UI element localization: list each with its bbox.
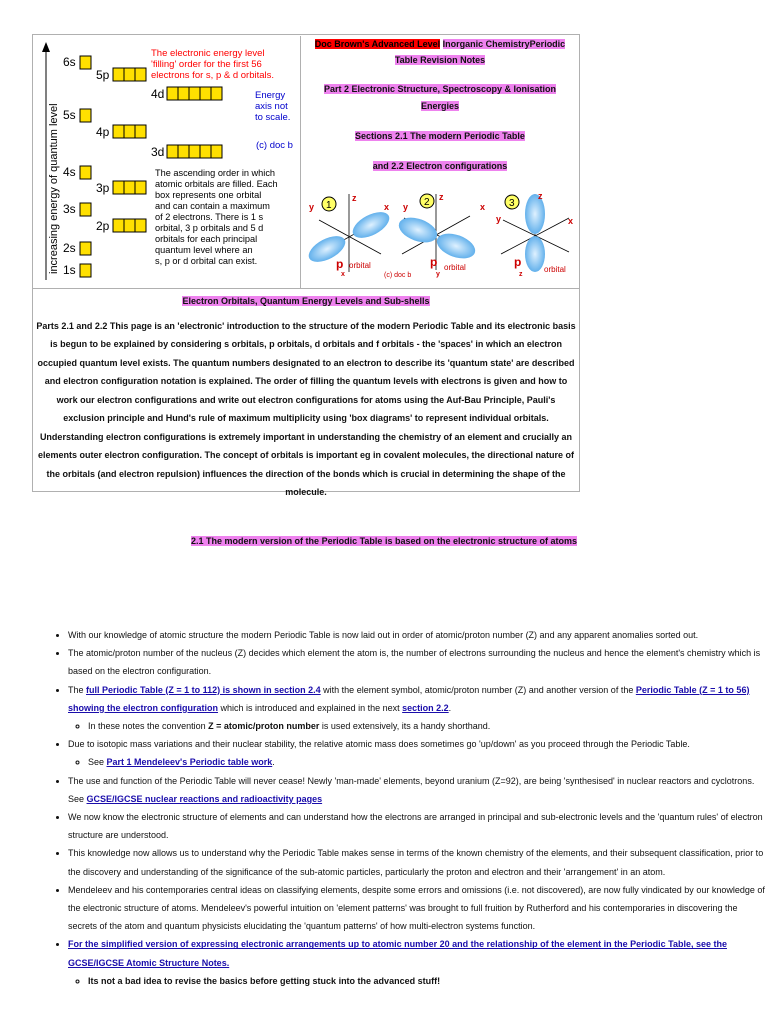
energy-axis-label: increasing energy of quantum level: [48, 103, 60, 274]
part-title: Part 2 Electronic Structure, Spectroscopy & Ionisation: [323, 84, 557, 94]
orbital-1-word: orbital: [349, 261, 371, 270]
intro-body: Parts 2.1 and 2.2 This page is an 'electronic' introduction to the structure of the modern Periodic Table and its electronic basis is begun to be explained by considering s orbitals, p orbitals, d orbitals and f orbitals - the 'spaces' in which an electron occupied quantum level exists. The quantum numbers designated to an electron to describe its 'quantum state' are described and electron configuration notation is explained. The order of filling the quantum levels with electrons is given and how to work our electron configurations and write out electron configurations for atoms using the Auf-Bau Principle, Pauli's exclusion principle and Hund's rule of maximum multiplicity using 'box diagrams' to represent individual orbitals. Understanding electron configurations is extremely important in understanding the chemistry of an element and crucially an elements outer electron configuration. The concept of orbitals is important eg in covalent molecules, the directional nature of the orbitals (and electron repulsion) influences the direction of the bonds which is crucial in determining the shape of the molecule.: [36, 320, 576, 497]
axis-z-label-2: z: [439, 192, 444, 202]
svg-text:s, p or d orbital can exist.: s, p or d orbital can exist.: [155, 256, 258, 266]
mendeleev-link[interactable]: Part 1 Mendeleev's Periodic table work: [106, 757, 273, 768]
energy-level-diagram: [34, 36, 300, 288]
svg-text:Energy: Energy: [255, 90, 286, 101]
svg-text:orbital, 3 p orbitals and 5 d: orbital, 3 p orbitals and 5 d: [155, 223, 264, 233]
orbital-2-word: orbital: [444, 263, 466, 272]
axis-y-label-1: y: [309, 202, 315, 212]
page-title-line2: Table Revision Notes: [394, 55, 486, 65]
section-number: 2.1: [190, 536, 204, 546]
level-3d-boxes: [167, 145, 222, 158]
level-4s-label: 4s: [63, 165, 76, 179]
level-3s-box: [80, 203, 91, 216]
orbital-1-number: 1: [326, 200, 332, 211]
intro-divider: [33, 288, 579, 289]
level-5s-box: [80, 109, 91, 122]
level-5p-boxes: [113, 68, 146, 81]
svg-text:to scale.: to scale.: [255, 112, 291, 123]
level-2s-box: [80, 242, 91, 255]
orbital-order-note: [155, 168, 278, 266]
orbital-1-sub: x: [341, 271, 345, 278]
section-2-2-link[interactable]: section 2.2: [402, 702, 449, 713]
list-item: • The atomic/proton number of the nucleus (Z) decides which element the atom is, the number of electrons surrounding the nucleus and hence the element's chemistry which is based on the electron configuration.: [68, 644, 768, 680]
level-5s-label: 5s: [63, 108, 76, 122]
list-item: • The use and function of the Periodic Table will never cease! Newly 'man-made' elements, beyond uranium (Z=92), are being 'synthesised' in nuclear reactors and cyclotrons. See GCSE/IGCSE nuclear reactions and radioactivity pages: [68, 772, 768, 808]
level-1s-box: [80, 264, 91, 277]
diagram-copyright: (c) doc b: [256, 140, 293, 151]
list-item: ◦ In these notes the convention Z = atomic/proton number is used extensively, its a handy shorthand.: [88, 717, 768, 735]
orbital-3-number: 3: [509, 198, 515, 209]
level-2s-label: 2s: [63, 241, 76, 255]
orbital-2-p: p: [430, 255, 438, 269]
orbital-1-p: p: [336, 257, 344, 271]
level-3s-label: 3s: [63, 202, 76, 216]
section-heading: 2.1 The modern version of the Periodic Table is based on the electronic structure of atoms: [190, 536, 577, 546]
axis-y-label-2: y: [403, 202, 409, 212]
orbital-3-p: p: [514, 255, 522, 269]
level-5p-label: 5p: [96, 68, 110, 82]
nuclear-reactions-link[interactable]: GCSE/IGCSE nuclear reactions and radioactivity pages: [86, 793, 323, 804]
list-item: ◦ See Part 1 Mendeleev's Periodic table work.: [88, 753, 768, 771]
svg-text:orbitals for each principal: orbitals for each principal: [155, 234, 258, 244]
level-4p-boxes: [113, 125, 146, 138]
level-1s-label: 1s: [63, 263, 76, 277]
list-item: • This knowledge now allows us to understand why the Periodic Table makes sense in terms of the known chemistry of the elements, and their subsequent classification, prior to the discovery and understanding of the significance of the sub-atomic particles, particularly the proton and electron and their 'arrangement' in an atom.: [68, 844, 768, 880]
level-3p-boxes: [113, 181, 146, 194]
part-title-line2: Energies: [420, 101, 460, 111]
svg-text:and can contain a maximum: and can contain a maximum: [155, 201, 270, 211]
header-divider: [300, 36, 301, 288]
full-periodic-table-link[interactable]: full Periodic Table (Z = 1 to 112) is shown in section 2.4: [86, 684, 321, 695]
level-4s-box: [80, 166, 91, 179]
list-item: [68, 935, 768, 990]
axis-z-label-3: z: [538, 191, 543, 201]
gcse-atomic-structure-link[interactable]: For the simplified version of expressing electronic arrangements up to atomic number 20 and the relationship of the element in the Periodic Table, see the GCSE/IGCSE Atomic Structure Notes.: [68, 939, 727, 968]
periodic-table-electron-config-link[interactable]: Periodic Table (Z = 1 to 56) showing the electron configuration: [68, 684, 750, 713]
sections-title-line2: and 2.2 Electron configurations: [372, 161, 508, 171]
axis-z-label-1: z: [352, 193, 357, 203]
brand-label: Doc Brown's Advanced Level: [314, 39, 441, 49]
orbital-3-sub: z: [519, 271, 523, 278]
intro-title: Electron Orbitals, Quantum Energy Levels and Sub-shells: [182, 296, 430, 306]
svg-text:of 2 electrons. There is 1 s: of 2 electrons. There is 1 s: [155, 212, 264, 222]
sections-title: Sections 2.1 The modern Periodic Table: [355, 131, 525, 141]
axis-y-label-3: y: [496, 214, 502, 224]
list-item: • The full Periodic Table (Z = 1 to 112) is shown in section 2.4 with the element symbol, atomic/proton number (Z) and another version of the Periodic Table (Z = 1 to 56) showing the electron configuration which is introduced and explained in the next section 2.2. ◦ In these notes the convention Z = atomic/proton number is used extensively, its a handy shorthand.: [68, 681, 768, 736]
list-item: • With our knowledge of atomic structure the modern Periodic Table is now laid out in order of atomic/proton number (Z) and any apparent anomalies sorted out.: [68, 626, 768, 644]
svg-text:box represents one orbital: box represents one orbital: [155, 190, 262, 200]
axis-x-label-1: x: [384, 202, 390, 212]
page-title: Inorganic ChemistryPeriodic: [442, 39, 566, 49]
svg-text:'filling' order for the first: 'filling' order for the first 56: [151, 59, 262, 70]
level-2p-boxes: [113, 219, 146, 232]
svg-text:The electronic energy level: The electronic energy level: [151, 48, 265, 59]
level-6s-label: 6s: [63, 55, 76, 69]
level-4d-label: 4d: [151, 87, 165, 101]
filling-order-note: [151, 48, 274, 81]
intro-block: [36, 292, 576, 502]
svg-text:electrons for s, p & d orbital: electrons for s, p & d orbitals.: [151, 70, 275, 81]
list-item: • Due to isotopic mass variations and their nuclear stability, the relative atomic mass does sometimes go 'up/down' as you proceed through the Periodic Table. ◦ See Part 1 Mendeleev's Periodic table work.: [68, 735, 768, 771]
orbital-3-word: orbital: [544, 265, 566, 274]
notes-list: [50, 626, 768, 990]
level-3d-label: 3d: [151, 145, 165, 159]
svg-text:atomic orbitals are filled. Ea: atomic orbitals are filled. Each: [155, 179, 278, 189]
level-6s-box: [80, 56, 91, 69]
orbital-2-sub: y: [436, 271, 440, 278]
svg-text:The ascending order in which: The ascending order in which: [155, 168, 276, 178]
svg-text:quantum level where an: quantum level where an: [155, 245, 253, 255]
list-item: • We now know the electronic structure of elements and can understand how the electrons are arranged in principal and sub-electronic levels and the 'quantum rules' of electron structure are understood.: [68, 808, 768, 844]
level-3p-label: 3p: [96, 181, 110, 195]
list-item: ◦ Its not a bad idea to revise the basics before getting stuck into the advanced stuff!: [88, 972, 768, 990]
p-orbitals-diagram: [302, 188, 578, 284]
scale-note: [255, 90, 290, 123]
axis-x-label-2: x: [480, 202, 486, 212]
level-4d-boxes: [167, 87, 222, 100]
svg-text:axis not: axis not: [255, 101, 288, 112]
level-4p-label: 4p: [96, 125, 110, 139]
list-item: • Mendeleev and his contemporaries central ideas on classifying elements, despite some errors and omissions (i.e. not discovered), are now fully vindicated by our knowledge of the electronic structure of atoms. Mendeleev's powerful intuition on 'element patterns' was brought to full fruition by Rutherford and his contemporaries in discovering the secrets of the atom and quantum physicists elucidating the 'quantum patterns' of how multi-electron systems function.: [68, 881, 768, 936]
orbitals-credit: (c) doc b: [384, 272, 412, 279]
level-2p-label: 2p: [96, 219, 110, 233]
axis-x-label-3: x: [568, 216, 574, 226]
orbital-2-number: 2: [424, 197, 430, 208]
